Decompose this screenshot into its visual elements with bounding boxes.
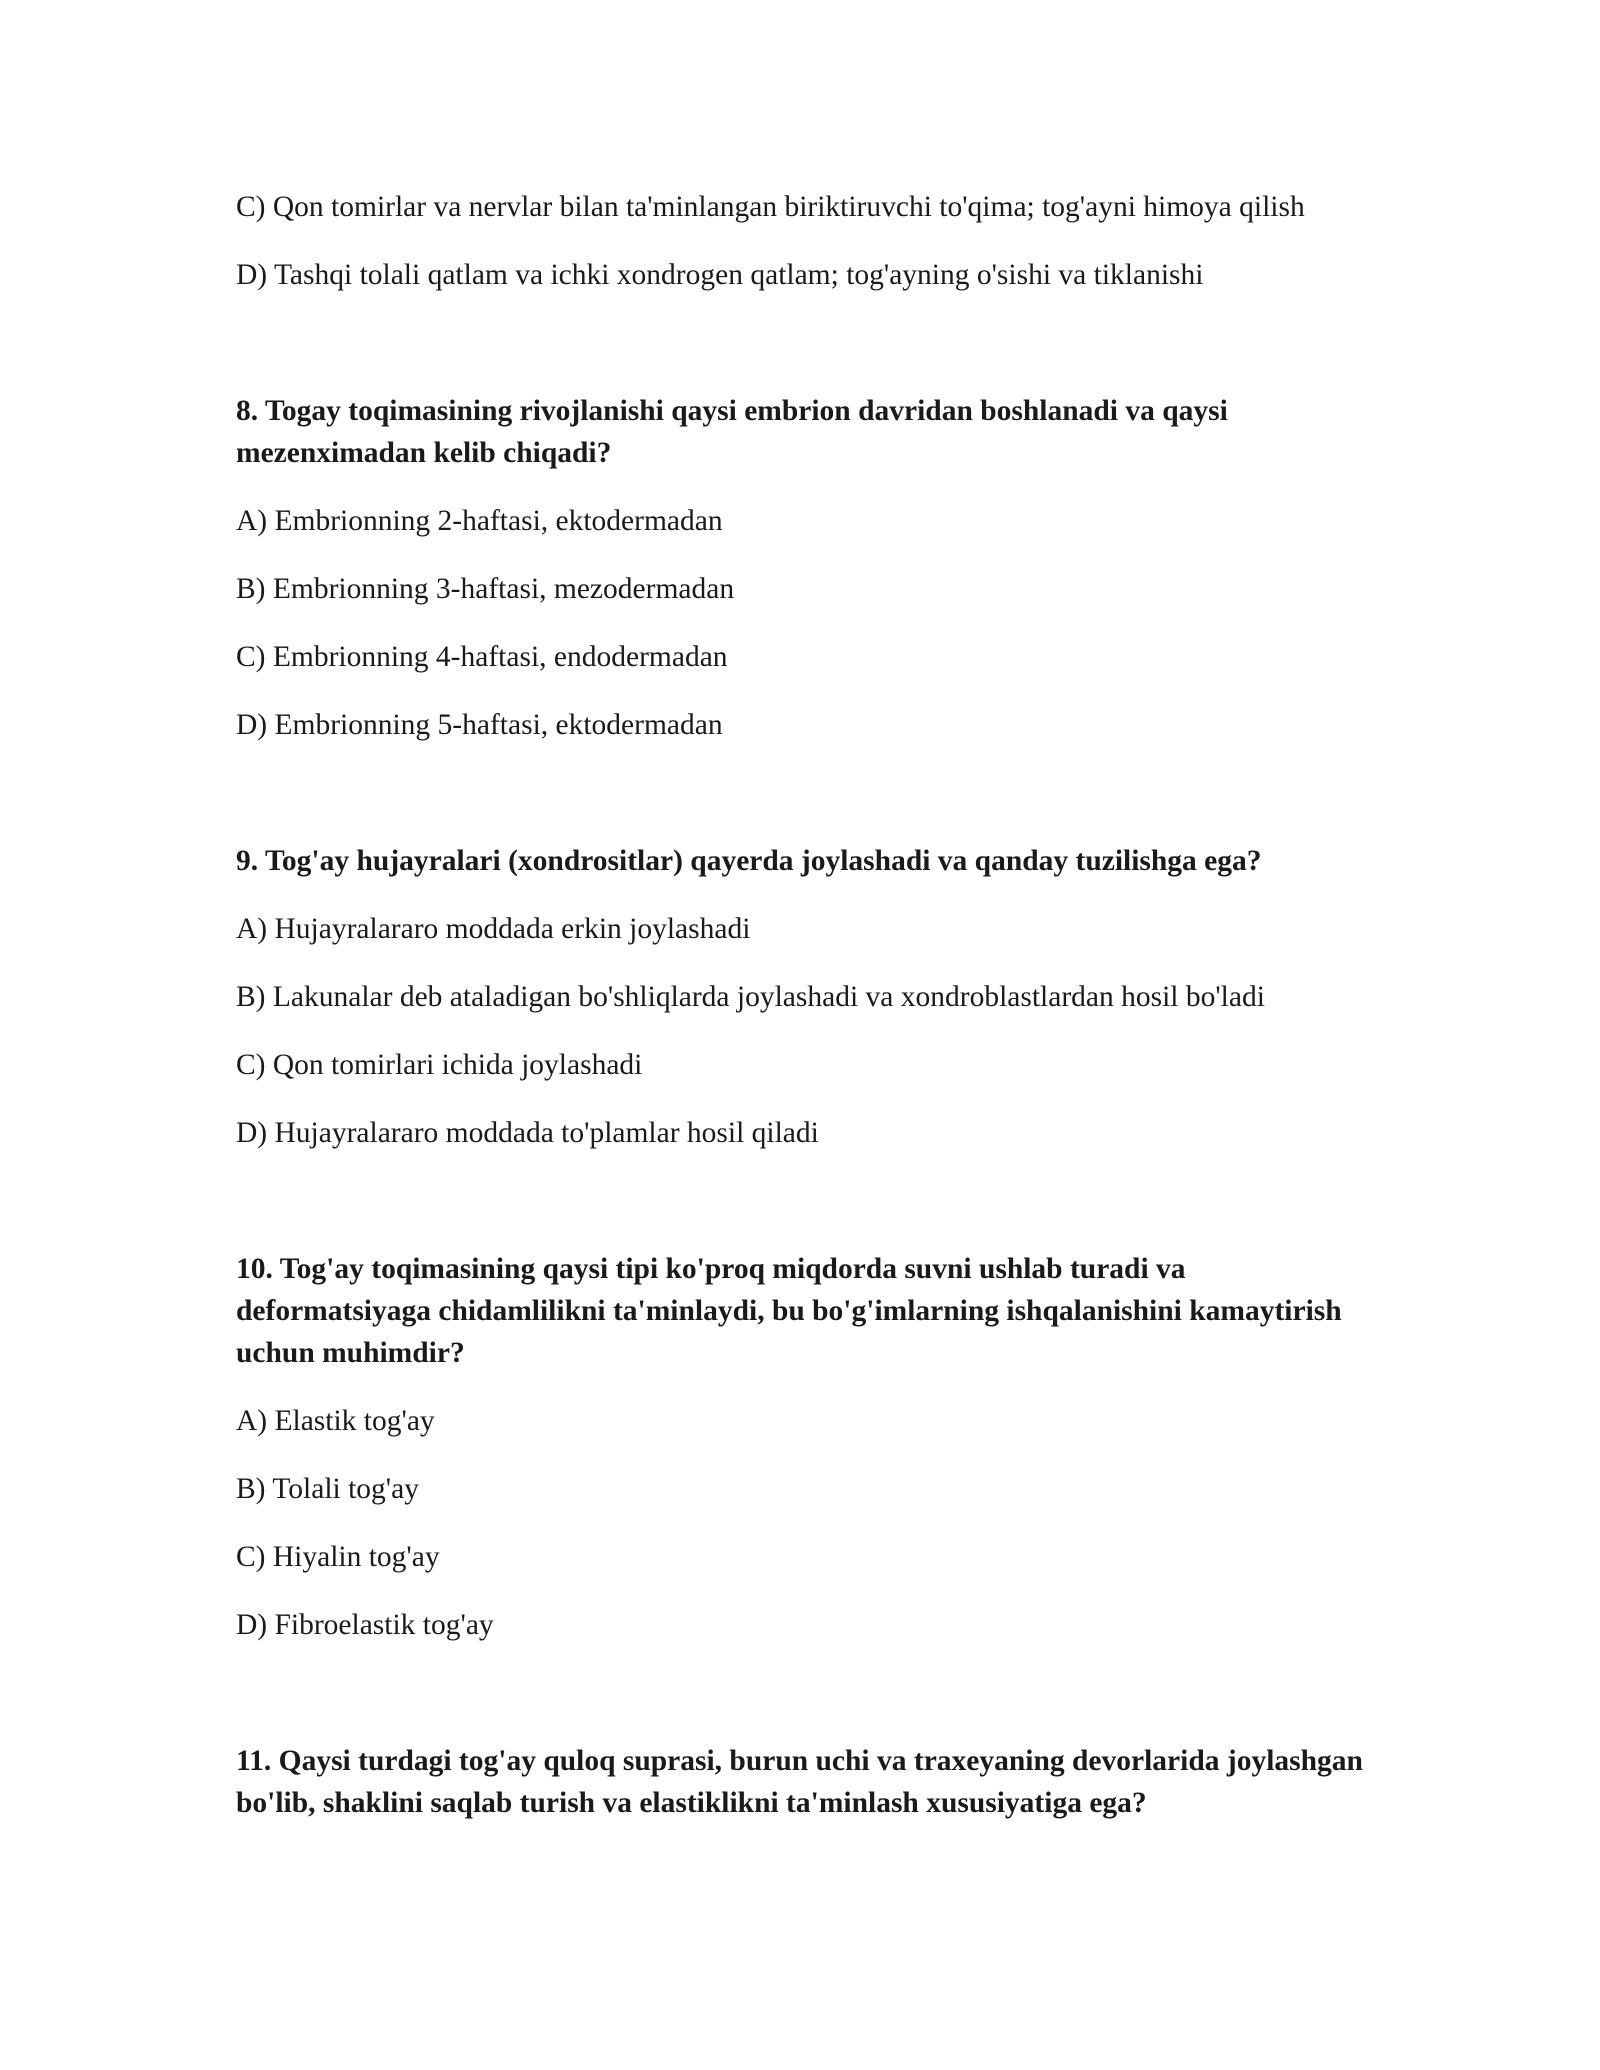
question-title: 8. Togay toqimasining rivojlanishi qaysi embrion davridan boshlanadi va qaysi mezenximadan kelib chiqadi? [236,395,1228,469]
option-text: C) Hiyalin tog'ay [236,1541,440,1573]
option-text: A) Hujayralararo moddada erkin joylashadi [236,913,751,945]
question-title: 10. Tog'ay toqimasining qaysi tipi ko'proq miqdorda suvni ushlab turadi va deformatsiyaga chidamlilikni ta'minlaydi, bu bo'g'imlarning ishqalanishini kamaytirish uchun muhimdir? [236,1253,1342,1369]
option-text: D) Fibroelastik tog'ay [236,1609,494,1641]
question-gap [236,322,1376,390]
option-text: C) Embrionning 4-haftasi, endodermadan [236,641,728,673]
question-title: 9. Tog'ay hujayralari (xondrositlar) qayerda joylashadi va qanday tuzilishga ega? [236,845,1262,877]
option-text: B) Embrionning 3-haftasi, mezodermadan [236,573,735,605]
option-text: A) Elastik tog'ay [236,1405,435,1437]
option-text: C) Qon tomirlar va nervlar bilan ta'minlangan biriktiruvchi to'qima; tog'ayni himoya qilish [236,191,1305,223]
option-text: A) Embrionning 2-haftasi, ektodermadan [236,505,723,537]
page-content [236,186,1376,1850]
question-gap [236,772,1376,840]
question-gap [236,1180,1376,1248]
option-text: D) Embrionning 5-haftasi, ektodermadan [236,709,723,741]
option-text: D) Tashqi tolali qatlam va ichki xondrogen qatlam; tog'ayning o'sishi va tiklanishi [236,259,1204,291]
option-text: B) Lakunalar deb ataladigan bo'shliqlarda joylashadi va xondroblastlardan hosil bo'ladi [236,981,1265,1013]
option-text: B) Tolali tog'ay [236,1473,419,1505]
question-gap [236,1672,1376,1740]
question-title: 11. Qaysi turdagi tog'ay quloq suprasi, burun uchi va traxeyaning devorlarida joylashgan bo'lib, shaklini saqlab turish va elastiklikni ta'minlash xususiyatiga ega? [236,1745,1363,1819]
option-text: C) Qon tomirlari ichida joylashadi [236,1049,643,1081]
option-text: D) Hujayralararo moddada to'plamlar hosil qiladi [236,1117,819,1149]
